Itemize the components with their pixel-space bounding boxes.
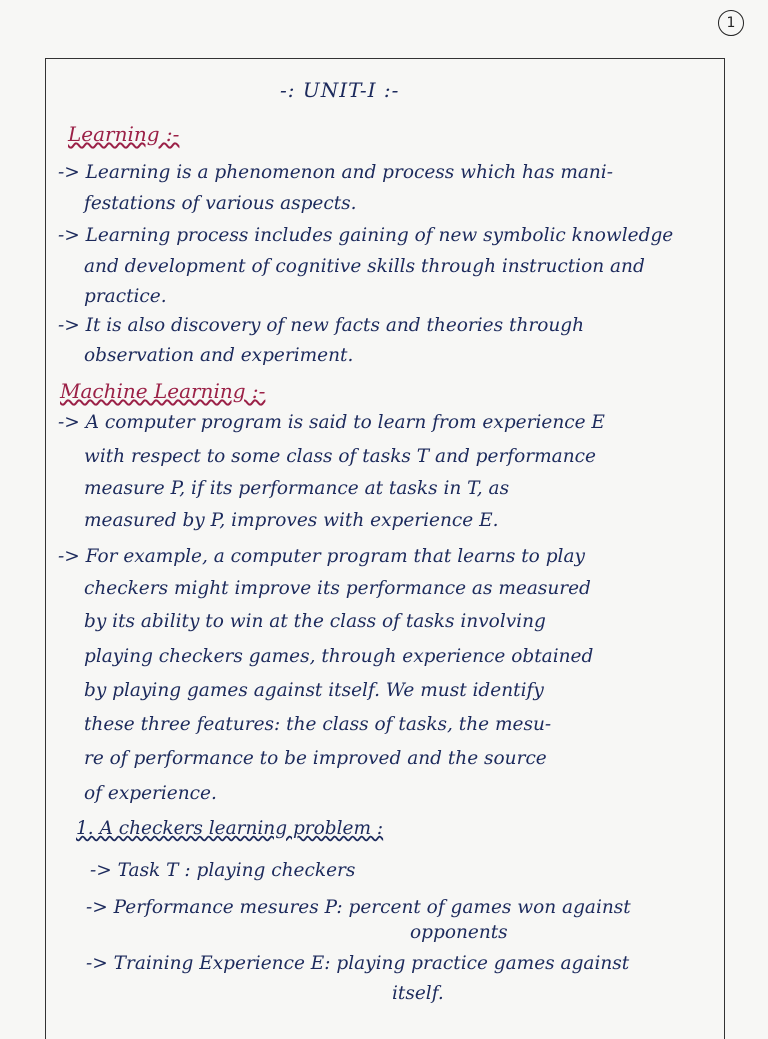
problem-line: itself. bbox=[392, 983, 444, 1004]
learning-heading: Learning :- bbox=[68, 122, 180, 146]
ml-line: re of performance to be improved and the source bbox=[84, 748, 547, 769]
ml-line: with respect to some class of tasks T and performance bbox=[84, 446, 596, 467]
ml-line: by playing games against itself. We must identify bbox=[84, 680, 544, 701]
ml-line: by its ability to win at the class of tasks involving bbox=[84, 611, 546, 632]
ml-line: checkers might improve its performance as measured bbox=[84, 578, 591, 599]
problem-line: -> Performance mesures P: percent of games won against bbox=[86, 897, 631, 918]
ml-line: of experience. bbox=[84, 783, 217, 804]
unit-title: -: UNIT-I :- bbox=[280, 78, 400, 102]
problem-line: -> Training Experience E: playing practice games against bbox=[86, 953, 630, 974]
ml-line: measured by P, improves with experience E. bbox=[84, 510, 499, 531]
problem-heading: 1. A checkers learning problem : bbox=[76, 818, 384, 839]
learning-line: and development of cognitive skills through instruction and bbox=[84, 256, 645, 277]
learning-line: -> It is also discovery of new facts and theories through bbox=[58, 315, 585, 336]
problem-line: opponents bbox=[410, 922, 508, 943]
ml-line: playing checkers games, through experience obtained bbox=[84, 646, 594, 667]
ml-line: these three features: the class of tasks, the mesu- bbox=[84, 714, 552, 735]
ml-line: measure P, if its performance at tasks in T, as bbox=[84, 478, 510, 499]
learning-line: observation and experiment. bbox=[84, 345, 354, 366]
learning-line: practice. bbox=[84, 286, 167, 307]
problem-line: -> Task T : playing checkers bbox=[90, 860, 356, 881]
machine-learning-heading: Machine Learning :- bbox=[60, 379, 266, 403]
learning-line: festations of various aspects. bbox=[84, 193, 357, 214]
learning-line: -> Learning is a phenomenon and process which has mani- bbox=[58, 162, 613, 183]
ml-line: -> A computer program is said to learn from experience E bbox=[58, 412, 605, 433]
learning-line: -> Learning process includes gaining of new symbolic knowledge bbox=[58, 225, 674, 246]
page-number: 1 bbox=[718, 10, 744, 36]
ml-line: -> For example, a computer program that learns to play bbox=[58, 546, 585, 567]
